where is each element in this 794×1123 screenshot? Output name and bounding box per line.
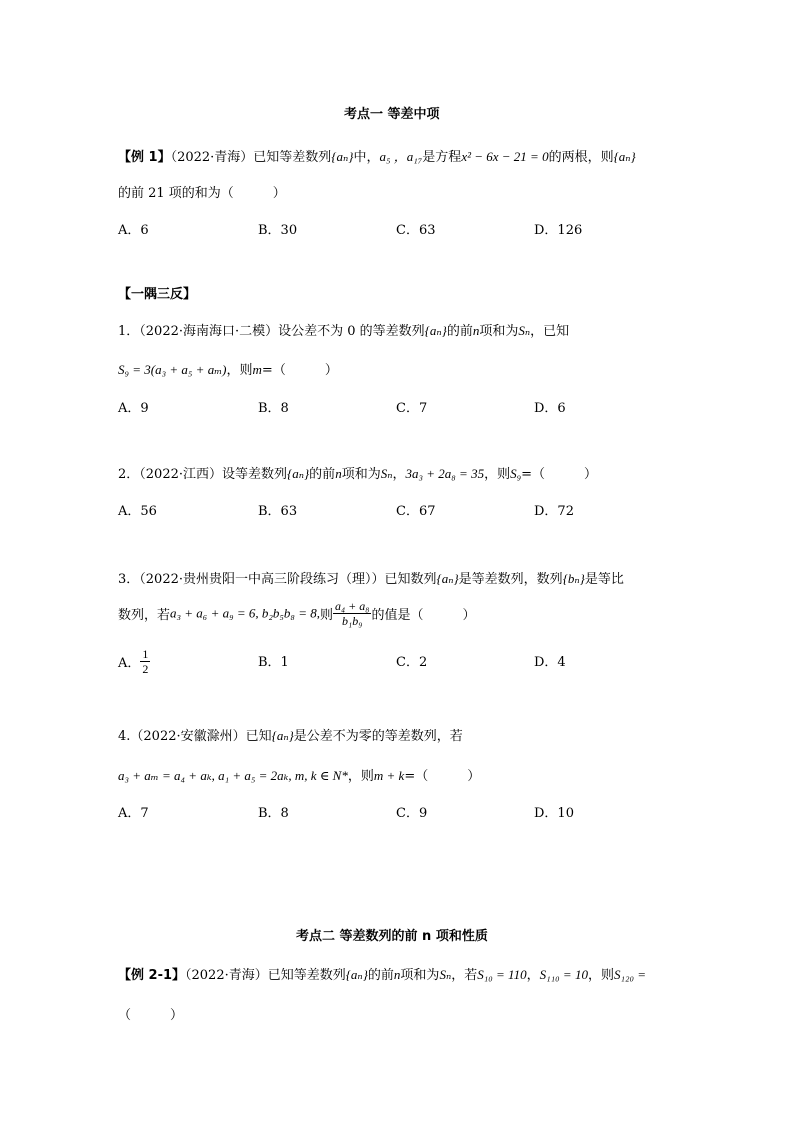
option-c[interactable]: C．7 [396, 401, 428, 416]
formula: S₁₁₀ = 10 [539, 967, 588, 982]
option-d[interactable]: D．10 [534, 806, 574, 821]
option-d[interactable]: D．6 [534, 401, 566, 416]
text: =（ ） [261, 363, 338, 378]
text: 项和为 [341, 467, 381, 482]
text: ，则 [484, 467, 511, 482]
text: ，则 [347, 769, 374, 784]
sum-symbol: S₉ [510, 466, 522, 481]
section-title: 考点一 等差中项 [344, 107, 440, 122]
variable-n: n [472, 323, 480, 338]
option-d[interactable]: D．126 [534, 223, 583, 238]
text: =（ ） [521, 467, 598, 482]
variable-n: n [335, 466, 342, 481]
option-a[interactable]: A．6 [118, 223, 149, 238]
variable-n: n [393, 967, 401, 982]
formula: S₉ = 3(a₃ + a₅ + aₘ) [118, 362, 227, 377]
option-d[interactable]: D．4 [534, 655, 566, 670]
example-1-line-2: 的前 21 项的和为（ ） [118, 186, 286, 201]
option-d[interactable]: D．72 [534, 504, 574, 519]
option-a[interactable] [118, 647, 150, 676]
option-a[interactable]: A．7 [118, 806, 149, 821]
text: 则 [319, 608, 333, 623]
text: 4.（2022·安徽滁州）已知 [118, 729, 272, 744]
text: 数列，若 [118, 608, 171, 623]
question-3-line-2 [118, 599, 475, 628]
example-tag: 【例 2-1】 [118, 968, 186, 983]
option-b[interactable]: B．8 [258, 401, 289, 416]
text: =（ ） [404, 769, 481, 784]
text: ，则 [587, 968, 614, 983]
text: 中， [353, 150, 380, 165]
sequence-symbol: {aₙ} [287, 466, 310, 481]
text: 是公差不为零的等差数列，若 [293, 729, 463, 744]
text: ，则 [226, 363, 253, 378]
text: （2022·青海）已知等差数列 [185, 968, 346, 983]
option-label: A． [118, 656, 141, 671]
option-b[interactable]: B．8 [258, 806, 289, 821]
text: 的两根，则 [548, 150, 614, 165]
fraction-denominator: 2 [142, 662, 149, 676]
formula: 3a₃ + 2a₈ = 35 [405, 466, 485, 481]
example-1-line-1 [118, 146, 636, 165]
text: 的前 [309, 467, 336, 482]
text: 的前 [446, 324, 473, 339]
option-b[interactable]: B．30 [258, 223, 298, 238]
fraction-numerator: 1 [142, 647, 149, 661]
formula: S₁₂₀ = [613, 967, 647, 982]
option-c[interactable]: C．9 [396, 806, 428, 821]
practice-header: 【一隅三反】 [118, 287, 197, 302]
question-2-line-1 [118, 463, 597, 482]
text: 的值是（ ） [371, 608, 476, 623]
text: 项和为 [479, 324, 519, 339]
sequence-symbol: {aₙ} [331, 149, 354, 164]
option-b[interactable]: B．1 [258, 655, 289, 670]
text: ， [526, 968, 540, 983]
text: ，已知 [530, 324, 570, 339]
question-1-line-2 [118, 359, 338, 378]
question-3-line-1 [118, 568, 624, 587]
fraction-numerator: a₄ + a₈ [335, 599, 370, 613]
variable-m: m [252, 362, 262, 377]
formula: S₁₀ = 110 [477, 967, 527, 982]
sequence-symbol: {aₙ} [271, 728, 294, 743]
example-source: （2022·青海）已知等差数列 [170, 150, 332, 165]
text: ， [392, 467, 406, 482]
fraction [333, 599, 371, 628]
question-4-line-2 [118, 765, 480, 784]
example-tag: 【例 1】 [118, 150, 171, 165]
text: ，若 [451, 968, 478, 983]
option-a[interactable]: A．56 [118, 504, 157, 519]
text: 是方程 [422, 150, 462, 165]
equation: x² − 6x − 21 = 0 [461, 149, 549, 164]
sequence-symbol: {aₙ} [345, 967, 368, 982]
text: 是等比 [584, 572, 624, 587]
sum-symbol: Sₙ [439, 967, 452, 982]
sequence-symbol: {aₙ} [613, 149, 636, 164]
fraction [140, 647, 150, 676]
formula: a₃ + aₘ = a₄ + aₖ, a₁ + a₅ = 2aₖ, m, k ∈ N* [118, 768, 348, 783]
fraction-denominator: b₁b₉ [342, 614, 363, 628]
option-c[interactable]: C．2 [396, 655, 428, 670]
text: 是等差数列，数列 [458, 572, 563, 587]
text: 2．（2022·江西）设等差数列 [118, 467, 287, 482]
option-b[interactable]: B．63 [258, 504, 298, 519]
example-2-1-line-2: （ ） [118, 1008, 184, 1023]
formula: a₃ + a₆ + a₉ = 6, b₂b₅b₈ = 8, [170, 605, 320, 621]
text: 1．（2022·海南海口·二模）设公差不为 0 的等差数列 [118, 324, 425, 339]
section-title: 考点二 等差数列的前 n 项和性质 [296, 929, 488, 944]
text: 项和为 [400, 968, 440, 983]
sum-symbol: Sₙ [380, 466, 393, 481]
text: 的前 [367, 968, 394, 983]
option-c[interactable]: C．63 [396, 223, 436, 238]
terms-symbol: a₅ ，a₁₇ [379, 149, 423, 164]
sequence-symbol: {aₙ} [424, 323, 447, 338]
option-a[interactable]: A．9 [118, 401, 149, 416]
question-1-line-1 [118, 320, 569, 339]
sequence-symbol: {bₙ} [562, 571, 585, 586]
sum-symbol: Sₙ [518, 323, 531, 338]
option-c[interactable]: C．67 [396, 504, 436, 519]
sequence-symbol: {aₙ} [436, 571, 459, 586]
text: 3．（2022·贵州贵阳一中高三阶段练习（理））已知数列 [118, 572, 437, 587]
question-4-line-1 [118, 725, 463, 744]
expression: m + k [373, 768, 405, 783]
example-2-1-line-1 [118, 964, 646, 983]
